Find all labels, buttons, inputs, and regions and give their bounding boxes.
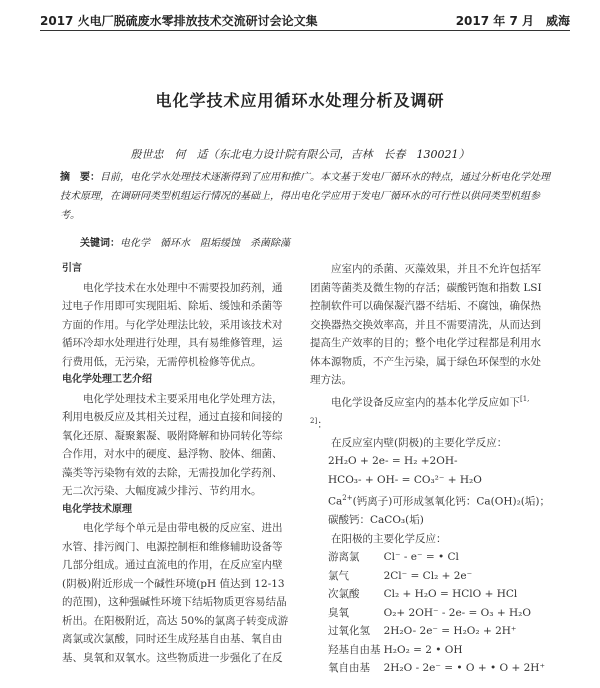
section-heading: 引言 — [62, 263, 82, 274]
reaction-equation: 2H₂O - 2e⁻ = • O + • O + 2H⁺ — [383, 662, 545, 674]
species-name: 羟基自由基 — [328, 643, 381, 656]
equation — [310, 489, 550, 511]
equation-text: (钙离子)可形成氢氧化钙：Ca(OH)₂(垢)； — [352, 495, 550, 508]
keywords — [80, 234, 290, 249]
species-name: 过氧化氢 — [328, 625, 370, 637]
superscript: 2+ — [342, 494, 353, 502]
keyword: 杀菌除藻 — [250, 238, 290, 249]
reaction-row — [328, 567, 545, 586]
reaction-equation: Cl₂ + H₂O = HClO + HCl — [383, 588, 518, 600]
keyword: 电化学 — [120, 238, 150, 249]
reaction-row — [328, 622, 545, 641]
reaction-equation: Cl⁻ - e⁻ = • Cl — [383, 551, 459, 563]
abstract — [60, 168, 550, 225]
left-column — [62, 260, 290, 667]
right-column — [310, 260, 550, 678]
citation: [1, 2] — [310, 394, 530, 425]
paragraph: 电化学每个单元是由带电极的反应室、进出水管、排污阀门、电源控制柜和维修辅助设备等几部分组成。通过直流电的作用，在反应室内壁(阴极)附近形成一个碱性环境(pH 值达到 12-13 的范围)，这种强碱性环境下结垢物质更容易结晶析出。在阳极附近，高达 50%的氯离子转变成游离氯或次氯酸，同时还生成羟基自由基、氧自由基、臭氧和双氧水。这些物质进一步强化了在反 — [62, 522, 289, 664]
equation: 碳酸钙：CaCO₃(垢) — [328, 514, 424, 526]
species-name: 次氯酸 — [328, 588, 360, 600]
abstract-label: 摘 要： — [60, 172, 100, 183]
paragraph-text: ： — [317, 418, 328, 430]
equation: 2H₂O + 2e- = H₂ +2OH- — [328, 455, 458, 467]
header-right: 2017 年 7 月 威海 — [455, 14, 570, 28]
keyword: 循环水 — [160, 238, 190, 249]
species-name: 氯气 — [328, 569, 349, 582]
anode-intro: 在阳极的主要化学反应： — [331, 532, 447, 545]
section-heading: 电化学技术原理 — [62, 503, 132, 515]
abstract-text: 目前，电化学水处理技术逐渐得到了应用和推广。本文基于发电厂循环水的特点，通过分析电化学处理技术原理，在调研同类型机组运行情况的基础上，得出电化学应用于发电厂循环水的可行性以供同类型机组参考。 — [60, 172, 550, 221]
reaction-equation: 2H₂O- 2e⁻ = H₂O₂ + 2H⁺ — [383, 625, 517, 637]
paragraph-text: 电化学设备反应室内的基本化学反应如下 — [331, 396, 520, 408]
species-name: 游离氯 — [328, 551, 360, 563]
reaction-row — [328, 604, 545, 623]
paper-title: 电化学技术应用循环水处理分析及调研 — [155, 91, 445, 110]
paragraph: 应室内的杀菌、灭藻效果，并且不允许包括军团菌等菌类及微生物的存活；碳酸钙饱和指数 LSI 控制软件可以确保凝汽器不结垢、不腐蚀，确保热交换器热交换效率高，并且不需要清洗，从而达到提高生产效率的目的；整个电化学过程都是利用水体本源物质，不产生污染，属于绿色环保型的水处理方法。 — [310, 263, 542, 386]
paragraph: 电化学技术在水处理中不需要投加药剂，通过电子作用即可实现阻垢、除垢、缓蚀和杀菌等方面的作用。与化学处理法比较，采用该技术对循环冷却水处理进行处理，具有易维修管理，运行费用低，无污染，无需停机检修等优点。 — [62, 281, 283, 368]
header-rule — [40, 30, 570, 31]
equation-text: Ca — [328, 495, 343, 508]
authors: 殷世忠 何 适（东北电力设计院有限公司，吉林 长春 130021） — [130, 148, 470, 161]
reaction-row — [328, 641, 545, 660]
equation: HCO₃- + OH- = CO₃²⁻ + H₂O — [328, 473, 482, 486]
paragraph: 电化学处理技术主要采用电化学处理方法，利用电极反应及其相关过程，通过直接和间接的氧化还原、凝聚絮凝、吸附降解和协同转化等综合作用，对水中的硬度、悬浮物、胶体、细菌、藻类等污染物有效的去除，无需投加化学药剂、无二次污染、大幅度减少排污、节约用水。 — [62, 392, 283, 497]
keywords-label: 关键词： — [80, 238, 120, 249]
reaction-equation: O₂+ 2OH⁻ - 2e- = O₃ + H₂O — [383, 606, 531, 619]
paragraph — [310, 390, 545, 434]
species-name: 臭氧 — [328, 606, 349, 619]
page-header — [40, 6, 570, 28]
header-left: 2017 火电厂脱硫废水零排放技术交流研讨会论文集 — [40, 14, 318, 28]
reaction-row — [328, 585, 545, 604]
reaction-row — [328, 659, 545, 678]
reaction-equation: H₂O₂ = 2 • OH — [383, 643, 463, 656]
anode-reactions — [328, 548, 545, 678]
keyword: 阻垢缓蚀 — [200, 238, 240, 249]
reaction-equation: 2Cl⁻ = Cl₂ + 2e⁻ — [383, 569, 473, 582]
species-name: 氧自由基 — [328, 662, 370, 674]
section-heading: 电化学处理工艺介绍 — [62, 374, 152, 385]
reaction-row — [328, 548, 545, 567]
cathode-intro: 在反应室内壁(阴极)的主要化学反应： — [331, 436, 508, 449]
